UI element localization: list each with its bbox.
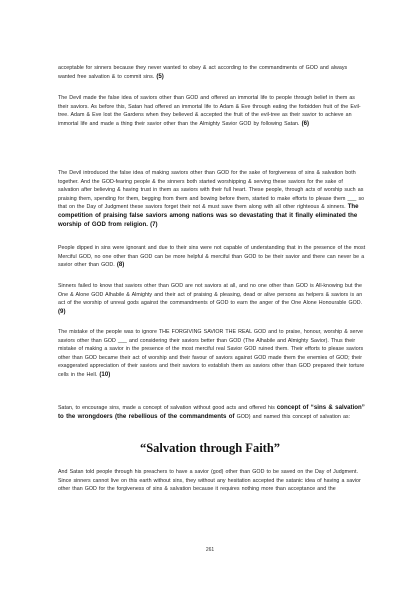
paragraph-7-text: Satan, to encourage sins, made a concept of salvation without good acts and offered his [58, 405, 275, 411]
paragraph-3 [58, 169, 366, 229]
paragraph-5-ref: (9) [58, 307, 66, 315]
paragraph-2-text: The Devil made the false idea of saviors other than GOD and offered an immortal life to people through belief in them as their saviors. As before this, Satan had offered an immortal life to Adam & Eve through eating the forbidden fruit of the Evil-tree. Adam & Eve lost the Gardens when they believed & accepted the fruit of the evil-tree as their savior to achieve an immortal life and made a thing their savior other than the Almighty Savior GOD by following Satan. [58, 95, 361, 127]
paragraph-4 [58, 244, 366, 270]
paragraph-7-tail: GOD) and named this concept of salvation as: [236, 413, 351, 420]
paragraph-2-ref: (6) [301, 119, 310, 127]
paragraph-4-ref: (8) [116, 261, 125, 269]
paragraph-3-ref: (7) [150, 220, 158, 228]
paragraph-3-bold: The competition of praising false saviors among nations was so devastating that it finally eliminated the worship of GOD from religion. [58, 203, 359, 228]
paragraph-1-ref: (5) [156, 72, 164, 80]
paragraph-5 [58, 282, 366, 316]
paragraph-1-text: acceptable for sinners because they never wanted to obey & act according to the commandments of GOD and always wanted free salvation & to commit sins. [58, 65, 348, 80]
paragraph-1 [58, 64, 366, 81]
paragraph-8 [58, 468, 366, 494]
paragraph-5-text: Sinners failed to know that saviors other than GOD are not saviors at all, and no one other than GOD is All-knowing but the One & Alone GOD Alhabile & Almighty and their act of praising & pleasing, dead or alive persons as helpers & saviors is an act of the worship of unreal gods against the commandments of GOD to earn the anger of the One Alone Honourable GOD. [58, 283, 363, 307]
page-number: 261 [205, 547, 215, 553]
section-heading: “Salvation through Faith” [139, 441, 281, 455]
paragraph-2 [58, 94, 366, 128]
paragraph-7 [58, 404, 366, 421]
paragraph-4-text: People dipped in sins were ignorant and due to their sins were not capable of understanding that in the presence of the most Merciful GOD, no one other than GOD can be more helpful & merciful than GOD to be their savior and there can never be a savior other than GOD. [58, 245, 366, 269]
paragraph-6 [58, 328, 366, 380]
paragraph-8-text: And Satan told people through his preachers to have a savior (god) other than GOD to be saved on the Day of Judgment. Since sinners cannot live on this earth without sins, they without any hesitation accepted the satanic idea of having a savior other than GOD for the forgiveness of sins & salvation because it requires nothing more than acceptance and the [58, 469, 361, 493]
paragraph-3-text: The Devil introduced the false idea of making saviors other than GOD for the sake of forgiveness of sins & salvation both together. And the GOD-fearing people & the sinners both started worshipping & serving these saviors for the sake of salvation after believing & having trust in them as saviors with their full heart. These people, through acts of worship such as praising them, spending for them, begging from them and bowing before them, started to make efforts to please them ___ so that on the Day of Judgment these saviors forget their not & must save them along with all other righteous & sinners. [58, 170, 365, 211]
paragraph-6-text: The mistake of the people was to ignore THE FORGIVING SAVIOR THE REAL GOD and to praise, honour, worship & serve saviors other than GOD ___ and considering their saviors better than GOD (The Alhabile and Almighty Savior). Thus their mistake of making a savior in the presence of the most merciful real Savior GOD ruined them. Their efforts to please saviors other than GOD became their act of worship and their favour of saviors against GOD made them the enemies of GOD; their exaggerated appreciation of their saviors and their saviors to establish them as saviors other than GOD prepared their torture cells in the Hell. [58, 329, 365, 378]
paragraph-6-ref: (10) [99, 370, 111, 378]
paragraph-7-bold: concept of “sins & salvation” to the wrongdoers (the rebellious of the commandments of [58, 404, 365, 420]
